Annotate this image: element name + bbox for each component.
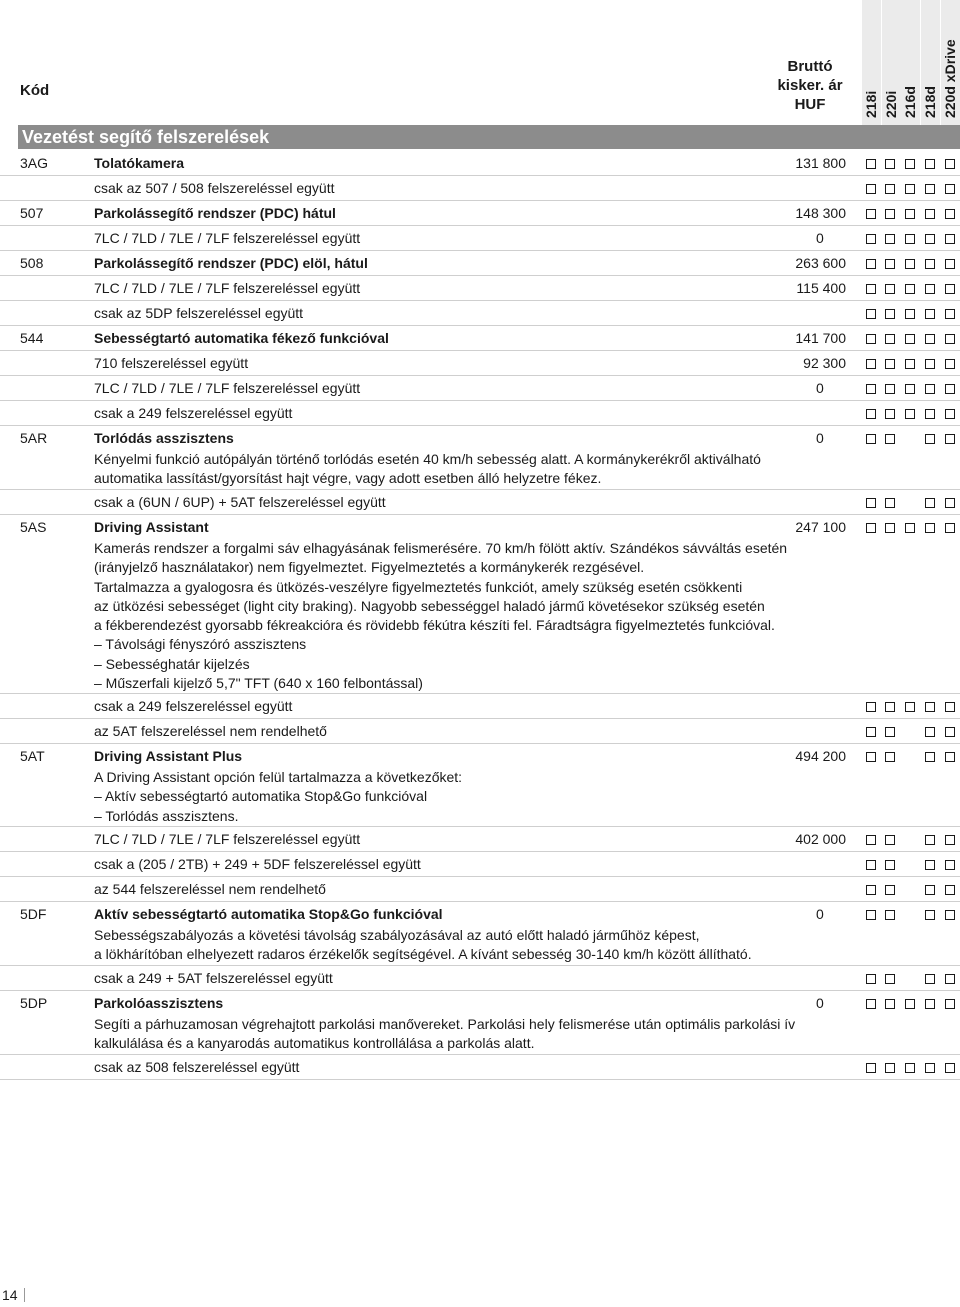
optional-square-icon — [905, 259, 915, 269]
optional-square-icon — [885, 309, 895, 319]
table-row — [0, 351, 960, 376]
optional-square-icon — [945, 752, 955, 762]
optional-square-icon — [925, 309, 935, 319]
optional-square-icon — [866, 409, 876, 419]
optional-square-icon — [885, 334, 895, 344]
option-description — [94, 450, 761, 489]
equipment-table — [0, 151, 960, 1080]
optional-square-icon — [885, 409, 895, 419]
option-price: 0 — [816, 906, 824, 922]
optional-square-icon — [905, 999, 915, 1009]
optional-square-icon — [945, 334, 955, 344]
availability-marks — [863, 384, 960, 396]
optional-square-icon — [925, 702, 935, 712]
optional-square-icon — [905, 702, 915, 712]
description-line: Tartalmazza a gyalogosra és ütközés-veszélyre figyelmeztetés funkciót, amely szükség esetén csökkenti — [94, 578, 743, 595]
table-row — [0, 376, 960, 401]
option-title: Sebességtartó automatika fékező funkcióval — [94, 330, 389, 346]
optional-square-icon — [885, 384, 895, 394]
option-condition: az 544 felszereléssel nem rendelhető — [94, 881, 326, 897]
option-price: 141 700 — [795, 330, 846, 346]
optional-square-icon — [885, 974, 895, 984]
optional-square-icon — [885, 860, 895, 870]
table-row — [0, 827, 960, 852]
variant-column-header — [941, 0, 960, 125]
optional-square-icon — [866, 384, 876, 394]
availability-marks — [863, 159, 960, 171]
optional-square-icon — [885, 159, 895, 169]
description-line: a fékberendezést gyorsabb fékreakcióra és rövidebb fékútra készíti fel. Fáradtságra figyelmeztetés funkcióval. — [94, 617, 775, 634]
optional-square-icon — [885, 752, 895, 762]
description-line: Segíti a párhuzamosan végrehajtott parkolási manővereket. Parkolási hely felismerése után optimális parkolási ív — [94, 1016, 796, 1032]
option-code: 5DF — [20, 906, 47, 922]
optional-square-icon — [885, 209, 895, 219]
footer-divider — [24, 1288, 25, 1302]
option-title: Aktív sebességtartó automatika Stop&Go funkcióval — [94, 906, 443, 922]
price-header-line: Bruttó — [787, 58, 833, 75]
optional-square-icon — [925, 284, 935, 294]
optional-square-icon — [925, 752, 935, 762]
option-condition: 7LC / 7LD / 7LE / 7LF felszereléssel együtt — [94, 230, 361, 246]
option-title: Torlódás asszisztens — [94, 430, 234, 446]
optional-square-icon — [905, 284, 915, 294]
availability-marks — [863, 209, 960, 221]
optional-square-icon — [885, 434, 895, 444]
option-title: Driving Assistant Plus — [94, 748, 243, 764]
optional-square-icon — [885, 885, 895, 895]
optional-square-icon — [925, 259, 935, 269]
table-row — [0, 326, 960, 351]
optional-square-icon — [885, 523, 895, 533]
optional-square-icon — [925, 409, 935, 419]
price-header-line: kisker. ár — [777, 77, 843, 94]
table-row — [0, 877, 960, 902]
variant-label: 216d — [902, 86, 918, 118]
option-title: Parkolóasszisztens — [94, 995, 224, 1011]
optional-square-icon — [945, 702, 955, 712]
option-condition: 710 felszereléssel együtt — [94, 355, 249, 371]
optional-square-icon — [866, 835, 876, 845]
description-line: automatika lassítást/gyorsítást hajt végre, vagy adott esetben álló helyzetre fékez. — [94, 470, 602, 487]
option-description — [94, 926, 752, 965]
optional-square-icon — [945, 284, 955, 294]
option-price: 115 400 — [796, 280, 846, 296]
option-price: 148 300 — [795, 205, 846, 221]
optional-square-icon — [925, 1063, 935, 1073]
description-line: – Torlódás asszisztens. — [94, 807, 239, 824]
table-row — [0, 276, 960, 301]
availability-marks — [863, 234, 960, 246]
description-line: az ütközési sebességet (light city braking). Nagyobb sebességgel haladó jármű követésekor szükség esetén — [94, 597, 765, 614]
optional-square-icon — [866, 1063, 876, 1073]
optional-square-icon — [885, 184, 895, 194]
availability-marks — [863, 434, 960, 446]
optional-square-icon — [925, 234, 935, 244]
option-title: Driving Assistant — [94, 519, 209, 535]
table-header — [0, 0, 960, 125]
optional-square-icon — [866, 309, 876, 319]
option-code: 5AS — [20, 519, 47, 535]
optional-square-icon — [866, 523, 876, 533]
optional-square-icon — [905, 309, 915, 319]
optional-square-icon — [925, 835, 935, 845]
optional-square-icon — [945, 434, 955, 444]
optional-square-icon — [945, 309, 955, 319]
option-code: 544 — [20, 330, 44, 346]
description-line: Kamerás rendszer a forgalmi sáv elhagyásának felismerésére. 70 km/h fölött aktív. Szándékos sávváltás esetén — [94, 540, 788, 556]
optional-square-icon — [866, 334, 876, 344]
price-column-header — [772, 57, 848, 114]
optional-square-icon — [866, 359, 876, 369]
optional-square-icon — [925, 359, 935, 369]
table-row — [0, 744, 960, 827]
optional-square-icon — [866, 159, 876, 169]
option-price: 402 000 — [795, 831, 846, 847]
variant-label: 218i — [863, 90, 879, 118]
option-code: 5AR — [20, 430, 48, 446]
availability-marks — [863, 702, 960, 714]
optional-square-icon — [866, 999, 876, 1009]
optional-square-icon — [905, 234, 915, 244]
option-condition: 7LC / 7LD / 7LE / 7LF felszereléssel együtt — [94, 280, 361, 296]
table-row — [0, 719, 960, 744]
option-title: Parkolássegítő rendszer (PDC) elöl, hátul — [94, 255, 368, 271]
optional-square-icon — [925, 974, 935, 984]
variant-column-header — [921, 0, 940, 125]
optional-square-icon — [945, 259, 955, 269]
availability-marks — [863, 334, 960, 346]
option-price: 92 300 — [803, 355, 846, 371]
optional-square-icon — [866, 234, 876, 244]
code-column-header: Kód — [20, 82, 50, 99]
optional-square-icon — [885, 999, 895, 1009]
table-row — [0, 966, 960, 991]
table-row — [0, 902, 960, 966]
price-header-line: HUF — [794, 96, 826, 113]
table-row — [0, 991, 960, 1055]
optional-square-icon — [866, 434, 876, 444]
description-line: – Sebességhatár kijelzés — [94, 655, 250, 672]
optional-square-icon — [905, 523, 915, 533]
table-row — [0, 426, 960, 490]
description-line: Sebességszabályozás a követési távolság szabályozásával az autó előtt haladó járműhöz képest, — [94, 927, 700, 943]
availability-marks — [863, 259, 960, 271]
availability-marks — [863, 885, 960, 897]
description-line: Kényelmi funkció autópályán történő torlódás esetén 40 km/h sebesség alatt. A kormánykerékről aktiválható — [94, 451, 761, 467]
option-price: 0 — [816, 230, 824, 246]
optional-square-icon — [925, 727, 935, 737]
availability-marks — [863, 974, 960, 986]
option-code: 3AG — [20, 155, 49, 171]
optional-square-icon — [885, 910, 895, 920]
option-condition: csak a (205 / 2TB) + 249 + 5DF felszereléssel együtt — [94, 856, 421, 872]
optional-square-icon — [945, 523, 955, 533]
table-row — [0, 251, 960, 276]
optional-square-icon — [945, 910, 955, 920]
optional-square-icon — [885, 234, 895, 244]
optional-square-icon — [905, 184, 915, 194]
option-condition: 7LC / 7LD / 7LE / 7LF felszereléssel együtt — [94, 831, 361, 847]
optional-square-icon — [885, 1063, 895, 1073]
table-row — [0, 226, 960, 251]
option-price: 247 100 — [795, 519, 846, 535]
option-description — [94, 539, 787, 693]
availability-marks — [863, 860, 960, 872]
optional-square-icon — [945, 384, 955, 394]
availability-marks — [863, 498, 960, 510]
availability-marks — [863, 309, 960, 321]
optional-square-icon — [945, 860, 955, 870]
optional-square-icon — [945, 234, 955, 244]
variant-column-header — [901, 0, 920, 125]
table-row — [0, 401, 960, 426]
description-line: A Driving Assistant opción felül tartalmazza a következőket: — [94, 769, 463, 785]
optional-square-icon — [925, 209, 935, 219]
optional-square-icon — [945, 835, 955, 845]
optional-square-icon — [866, 727, 876, 737]
table-row — [0, 301, 960, 326]
option-title: Parkolássegítő rendszer (PDC) hátul — [94, 205, 336, 221]
optional-square-icon — [945, 209, 955, 219]
optional-square-icon — [945, 999, 955, 1009]
optional-square-icon — [866, 209, 876, 219]
option-price: 131 800 — [795, 155, 846, 171]
optional-square-icon — [925, 885, 935, 895]
option-condition: csak a 249 felszereléssel együtt — [94, 698, 293, 714]
option-price: 0 — [816, 430, 824, 446]
availability-marks — [863, 523, 960, 535]
optional-square-icon — [885, 359, 895, 369]
optional-square-icon — [866, 184, 876, 194]
option-code: 507 — [20, 205, 44, 221]
description-line: – Műszerfali kijelző 5,7" TFT (640 x 160 felbontással) — [94, 675, 423, 692]
variant-label: 220d xDrive — [942, 39, 958, 118]
optional-square-icon — [866, 860, 876, 870]
optional-square-icon — [945, 974, 955, 984]
optional-square-icon — [905, 384, 915, 394]
optional-square-icon — [885, 498, 895, 508]
optional-square-icon — [905, 209, 915, 219]
option-condition: csak a 249 + 5AT felszereléssel együtt — [94, 970, 333, 986]
option-code: 508 — [20, 255, 44, 271]
variant-column-header — [862, 0, 881, 125]
optional-square-icon — [945, 498, 955, 508]
optional-square-icon — [885, 702, 895, 712]
optional-square-icon — [885, 835, 895, 845]
option-condition: csak az 5DP felszereléssel együtt — [94, 305, 304, 321]
availability-marks — [863, 999, 960, 1011]
description-line: – Távolsági fényszóró asszisztens — [94, 636, 307, 653]
option-condition: csak a 249 felszereléssel együtt — [94, 405, 293, 421]
description-line: kalkulálása és a kanyarodás automatikus kontrollálása a parkolás alatt. — [94, 1035, 535, 1052]
optional-square-icon — [866, 259, 876, 269]
variant-label: 218d — [922, 86, 938, 118]
optional-square-icon — [866, 498, 876, 508]
option-condition: csak az 507 / 508 felszereléssel együtt — [94, 180, 335, 196]
table-row — [0, 201, 960, 226]
option-condition: csak az 508 felszereléssel együtt — [94, 1059, 300, 1075]
option-price: 0 — [816, 995, 824, 1011]
description-line: a lökhárítóban elhelyezett radaros érzékelők segítségével. A kívánt sebesség 30-140 km/h között állítható. — [94, 946, 752, 963]
availability-marks — [863, 1063, 960, 1075]
description-line: – Aktív sebességtartó automatika Stop&Go funkcióval — [94, 788, 428, 805]
optional-square-icon — [945, 359, 955, 369]
optional-square-icon — [866, 702, 876, 712]
option-description — [94, 768, 462, 826]
optional-square-icon — [866, 284, 876, 294]
optional-square-icon — [925, 434, 935, 444]
availability-marks — [863, 359, 960, 371]
optional-square-icon — [945, 1063, 955, 1073]
table-row — [0, 852, 960, 877]
optional-square-icon — [905, 334, 915, 344]
section-title: Vezetést segítő felszerelések — [18, 125, 960, 149]
optional-square-icon — [925, 498, 935, 508]
optional-square-icon — [866, 752, 876, 762]
optional-square-icon — [866, 885, 876, 895]
availability-marks — [863, 752, 960, 764]
optional-square-icon — [925, 184, 935, 194]
optional-square-icon — [925, 910, 935, 920]
option-title: Tolatókamera — [94, 155, 184, 171]
optional-square-icon — [925, 860, 935, 870]
description-line: (irányjelző használatakor) nem figyelmeztet. Figyelmeztetés a kormánykerék rezgésével. — [94, 559, 645, 576]
variant-column-header — [882, 0, 901, 125]
table-row — [0, 1055, 960, 1080]
optional-square-icon — [925, 159, 935, 169]
availability-marks — [863, 910, 960, 922]
variant-label: 220i — [883, 90, 899, 118]
optional-square-icon — [905, 1063, 915, 1073]
table-row — [0, 151, 960, 176]
optional-square-icon — [945, 409, 955, 419]
optional-square-icon — [866, 910, 876, 920]
optional-square-icon — [905, 409, 915, 419]
availability-marks — [863, 409, 960, 421]
table-row — [0, 490, 960, 515]
optional-square-icon — [925, 999, 935, 1009]
option-description — [94, 1015, 795, 1054]
optional-square-icon — [925, 384, 935, 394]
optional-square-icon — [885, 284, 895, 294]
optional-square-icon — [945, 727, 955, 737]
availability-marks — [863, 835, 960, 847]
page-number: 14 — [2, 1287, 18, 1303]
option-code: 5DP — [20, 995, 48, 1011]
availability-marks — [863, 727, 960, 739]
availability-marks — [863, 284, 960, 296]
option-condition: csak a (6UN / 6UP) + 5AT felszereléssel együtt — [94, 494, 386, 510]
option-price: 0 — [816, 380, 824, 396]
option-condition: 7LC / 7LD / 7LE / 7LF felszereléssel együtt — [94, 380, 361, 396]
option-code: 5AT — [20, 748, 45, 764]
optional-square-icon — [905, 359, 915, 369]
table-row — [0, 694, 960, 719]
optional-square-icon — [925, 523, 935, 533]
optional-square-icon — [925, 334, 935, 344]
optional-square-icon — [945, 184, 955, 194]
optional-square-icon — [885, 727, 895, 737]
optional-square-icon — [866, 974, 876, 984]
option-price: 494 200 — [795, 748, 846, 764]
option-condition: az 5AT felszereléssel nem rendelhető — [94, 723, 327, 739]
table-row — [0, 515, 960, 694]
optional-square-icon — [885, 259, 895, 269]
optional-square-icon — [945, 159, 955, 169]
optional-square-icon — [945, 885, 955, 895]
availability-marks — [863, 184, 960, 196]
optional-square-icon — [905, 159, 915, 169]
table-row — [0, 176, 960, 201]
option-price: 263 600 — [795, 255, 846, 271]
